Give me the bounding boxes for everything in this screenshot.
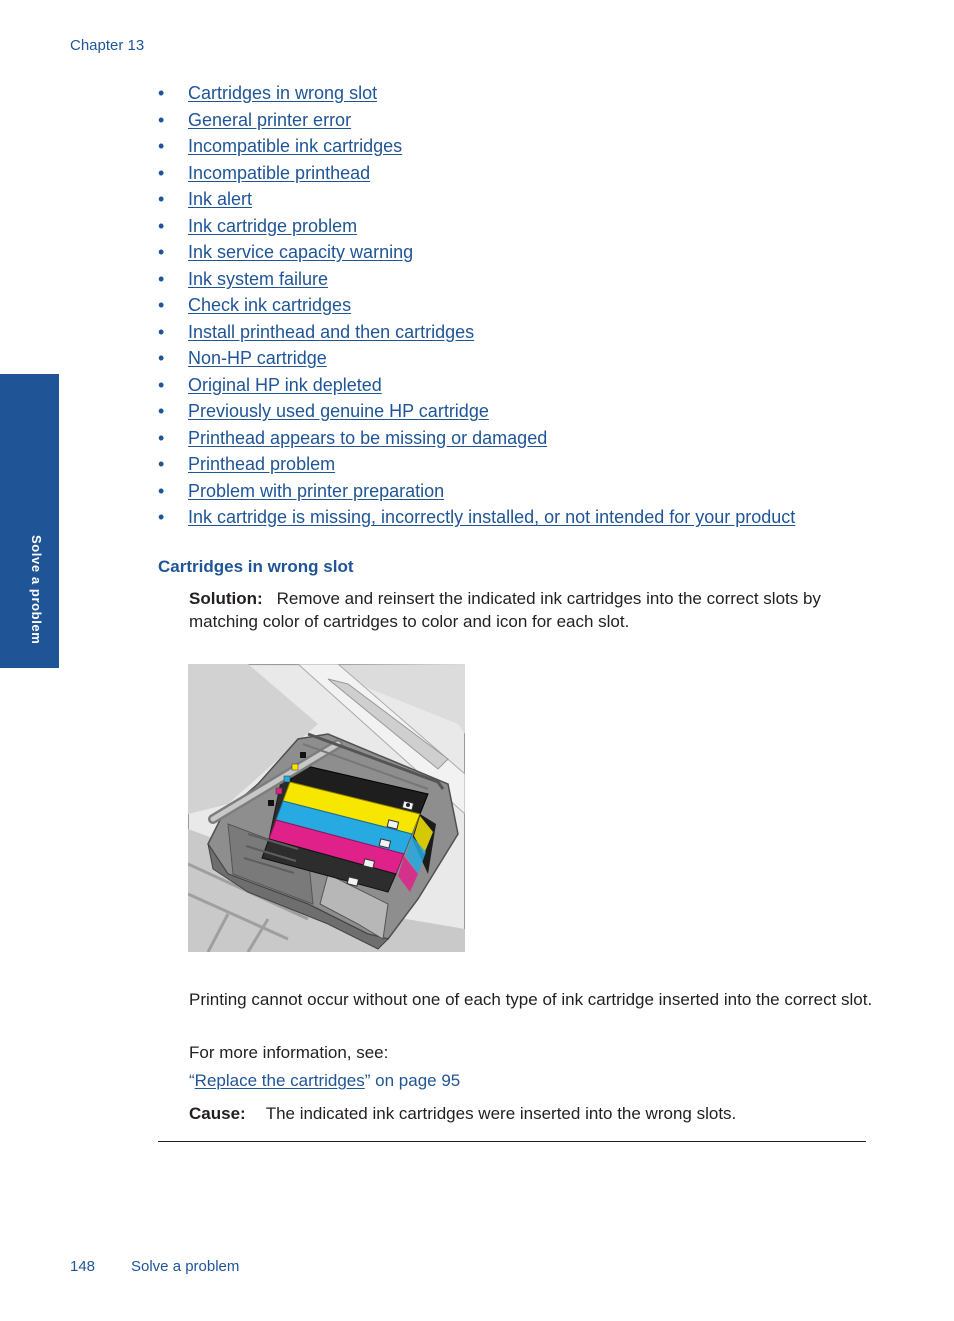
chapter-header: Chapter 13 (70, 37, 145, 54)
list-item (158, 451, 795, 478)
cross-reference (189, 1071, 460, 1091)
link-ink-system-failure[interactable]: Ink system failure (188, 268, 329, 289)
list-item (158, 425, 795, 452)
link-cartridges-wrong-slot[interactable]: Cartridges in wrong slot (188, 83, 378, 103)
link-ink-cartridge-missing[interactable]: Ink cartridge is missing, incorrectly installed, or not intended for your product (188, 507, 796, 527)
topic-link-list (158, 80, 795, 531)
solution-paragraph (189, 587, 874, 633)
cause-label: Cause: (189, 1104, 246, 1123)
list-item (158, 133, 795, 160)
bullet: • (158, 374, 165, 395)
link-check-ink-cartridges[interactable]: Check ink cartridges (188, 295, 352, 315)
bullet: • (158, 321, 165, 342)
link-printhead-missing-damaged[interactable]: Printhead appears to be missing or damaged (188, 427, 548, 448)
bullet: • (158, 83, 165, 103)
list-item (158, 186, 795, 213)
list-item (158, 266, 795, 293)
list-item (158, 80, 795, 107)
footer-section-title: Solve a problem (131, 1258, 240, 1275)
list-item (158, 504, 795, 531)
bullet: • (158, 215, 165, 236)
bullet: • (158, 162, 165, 183)
list-item (158, 398, 795, 425)
side-tab-label: Solve a problem (29, 535, 44, 645)
cause-paragraph (189, 1102, 874, 1125)
list-item (158, 372, 795, 399)
list-item (158, 292, 795, 319)
link-ink-alert[interactable]: Ink alert (188, 189, 253, 209)
link-incompatible-ink-cartridges[interactable]: Incompatible ink cartridges (188, 136, 403, 156)
list-item (158, 107, 795, 134)
bullet: • (158, 189, 165, 209)
bullet: • (158, 401, 165, 421)
solution-label: Solution: (189, 589, 263, 608)
list-item (158, 239, 795, 266)
bullet: • (158, 348, 165, 368)
printhead-cartridges-illustration (188, 664, 465, 952)
link-previously-used-cartridge[interactable]: Previously used genuine HP cartridge (188, 401, 489, 421)
link-replace-cartridges[interactable]: Replace the cartridges (194, 1071, 365, 1090)
link-non-hp-cartridge[interactable]: Non-HP cartridge (188, 348, 327, 368)
link-ink-cartridge-problem[interactable]: Ink cartridge problem (188, 215, 358, 236)
list-item (158, 345, 795, 372)
section-heading: Cartridges in wrong slot (158, 557, 354, 576)
ref-page-text: ” on page 95 (364, 1071, 461, 1090)
body-paragraph-more-info: For more information, see: (189, 1043, 389, 1062)
bullet: • (158, 427, 165, 448)
bullet: • (158, 109, 165, 130)
ref-open-quote: “ (189, 1071, 195, 1090)
link-install-printhead[interactable]: Install printhead and then cartridges (188, 321, 475, 342)
link-ink-service-capacity-warning[interactable]: Ink service capacity warning (188, 242, 414, 262)
page-number: 148 (70, 1258, 96, 1275)
body-paragraph-printing: Printing cannot occur without one of each type of ink cartridge inserted into the correct slot. (189, 990, 873, 1009)
section-divider (158, 1141, 866, 1142)
list-item (158, 213, 795, 240)
list-item (158, 478, 795, 505)
bullet: • (158, 136, 165, 156)
bullet: • (158, 480, 165, 501)
link-printhead-problem[interactable]: Printhead problem (188, 454, 336, 474)
link-printer-preparation[interactable]: Problem with printer preparation (188, 480, 445, 501)
list-item (158, 160, 795, 187)
link-incompatible-printhead[interactable]: Incompatible printhead (188, 162, 371, 183)
bullet: • (158, 507, 165, 527)
bullet: • (158, 268, 165, 289)
bullet: • (158, 295, 165, 315)
link-original-hp-ink-depleted[interactable]: Original HP ink depleted (188, 374, 382, 395)
solution-text: Remove and reinsert the indicated ink cartridges into the correct slots by matching color of cartridges to color and icon for each slot. (189, 589, 821, 631)
cause-text: The indicated ink cartridges were inserted into the wrong slots. (265, 1104, 737, 1123)
list-item (158, 319, 795, 346)
bullet: • (158, 454, 165, 474)
link-general-printer-error[interactable]: General printer error (188, 109, 352, 130)
bullet: • (158, 242, 165, 262)
